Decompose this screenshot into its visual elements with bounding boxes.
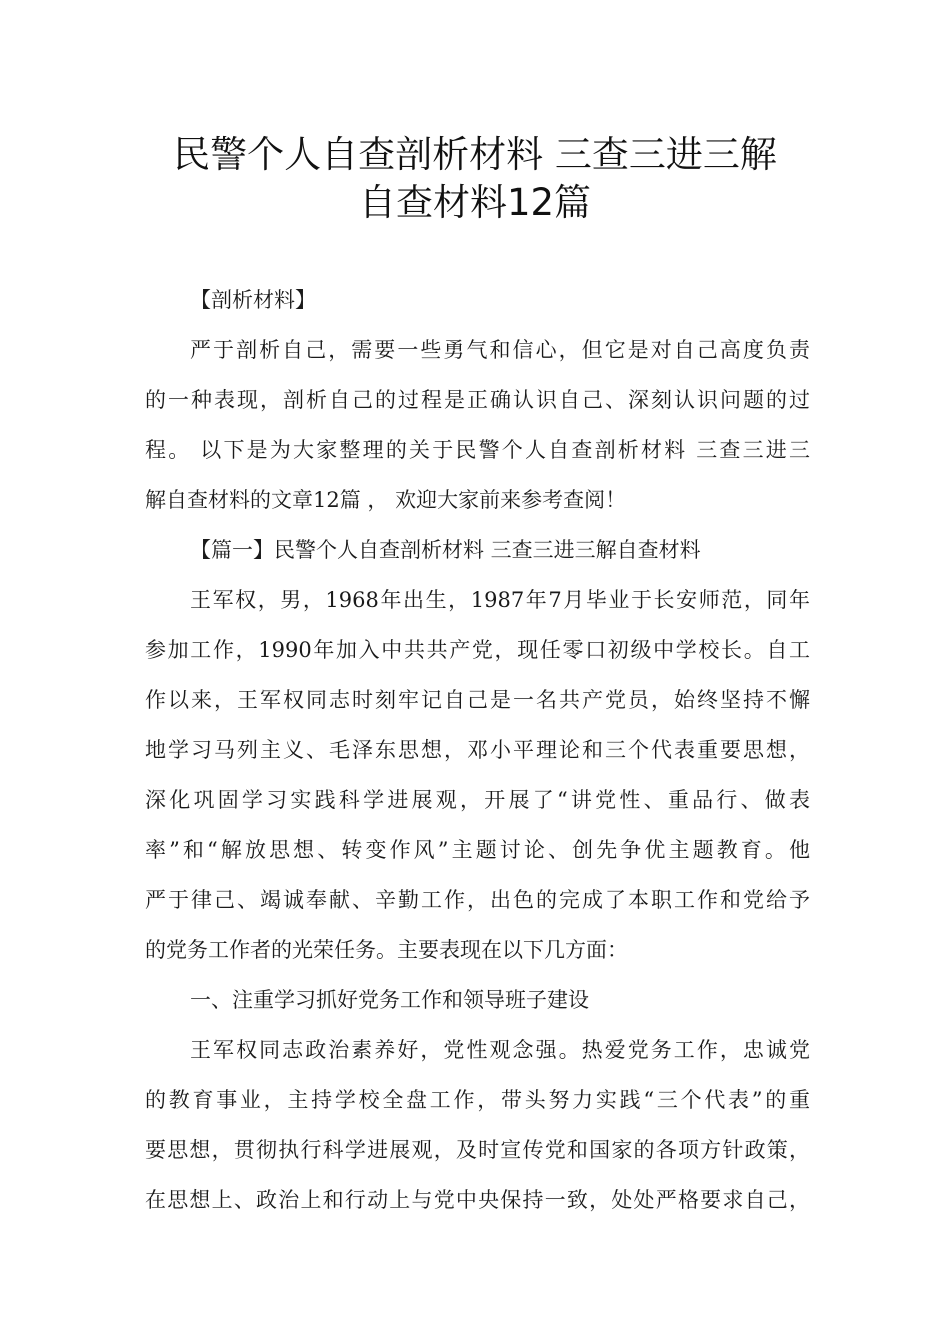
paragraph-line: 地学习马列主义、毛泽东思想，邓小平理论和三个代表重要思想， <box>145 738 810 762</box>
paragraph-line: 在思想上、政治上和行动上与党中央保持一致，处处严格要求自己， <box>145 1188 810 1212</box>
subsection-heading: 一、注重学习抓好党务工作和领导班子建设 <box>190 988 589 1012</box>
paragraph-line: 程。 以下是为大家整理的关于民警个人自查剖析材料 三查三进三 <box>145 438 810 462</box>
document-title-line-2: 自查材料12篇 <box>358 181 592 224</box>
paragraph-line: 王军权同志政治素养好，党性观念强。热爱党务工作，忠诚党 <box>190 1038 810 1062</box>
paragraph-line: 解自查材料的文章12篇 ， 欢迎大家前来参考查阅！ <box>145 488 627 512</box>
paragraph-line: 要思想，贯彻执行科学进展观，及时宣传党和国家的各项方针政策， <box>145 1138 810 1162</box>
paragraph-line: 严于剖析自己，需要一些勇气和信心，但它是对自己高度负责 <box>190 338 810 362</box>
document-title-line-1: 民警个人自查剖析材料 三查三进三解 <box>173 133 777 176</box>
article-heading: 【篇一】民警个人自查剖析材料 三查三进三解自查材料 <box>190 538 701 562</box>
paragraph-line: 作以来，王军权同志时刻牢记自己是一名共产党员，始终坚持不懈 <box>145 688 810 712</box>
paragraph-line: 的一种表现，剖析自己的过程是正确认识自己、深刻认识问题的过 <box>145 388 810 412</box>
paragraph-line: 的教育事业，主持学校全盘工作，带头努力实践“三个代表”的重 <box>145 1088 810 1112</box>
paragraph-line: 率”和“解放思想、转变作风”主题讨论、创先争优主题教育。他 <box>145 838 810 862</box>
paragraph-line: 严于律己、竭诚奉献、辛勤工作，出色的完成了本职工作和党给予 <box>145 888 810 912</box>
paragraph-line: 深化巩固学习实践科学进展观，开展了“讲党性、重品行、做表 <box>145 788 810 812</box>
paragraph-line: 参加工作，1990年加入中共共产党，现任零口初级中学校长。自工 <box>145 638 810 662</box>
section-heading: 【剖析材料】 <box>190 288 316 312</box>
paragraph-line: 的党务工作者的光荣任务。主要表现在以下几方面： <box>145 938 628 962</box>
paragraph-line: 王军权，男，1968年出生，1987年7月毕业于长安师范，同年 <box>190 588 810 612</box>
